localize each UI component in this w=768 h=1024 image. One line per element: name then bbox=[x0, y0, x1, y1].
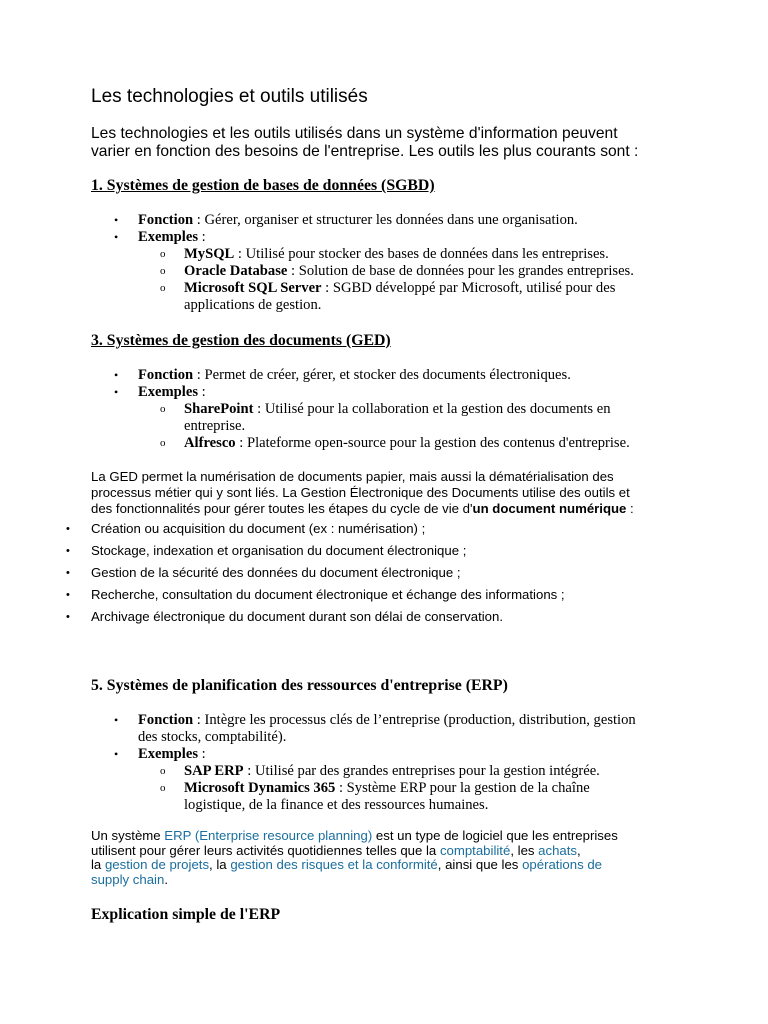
bullet-circle-icon: o bbox=[160, 765, 166, 777]
intro-line-2: varier en fonction des besoins de l'entreprise. Les outils les plus courants sont : bbox=[91, 143, 639, 160]
bullet-circle-icon: o bbox=[160, 282, 166, 294]
sgbd-exemples: Exemples : bbox=[138, 229, 206, 245]
ged-fonction: Fonction : Permet de créer, gérer, et stocker des documents électroniques. bbox=[138, 367, 571, 383]
bullet-circle-icon: o bbox=[160, 403, 166, 415]
ged-paragraph: La GED permet la numérisation de documents papier, mais aussi la dématérialisation des processus métier qui y sont liés. La Gestion Électronique des Documents utilise des outils et des fonctionnalités pour gérer toutes les étapes du cycle de vie d'un document numérique : bbox=[91, 469, 634, 516]
bullet-disc-icon: • bbox=[114, 368, 119, 382]
bullet-disc-icon: • bbox=[66, 567, 70, 579]
link-comptabilite[interactable]: comptabilité bbox=[439, 842, 511, 858]
bullet-disc-icon: • bbox=[66, 523, 70, 535]
ged-step-item: Création ou acquisition du document (ex : numérisation) ; bbox=[91, 521, 426, 536]
erp-exemples: Exemples : bbox=[138, 746, 206, 762]
sgbd-fonction: Fonction : Gérer, organiser et structurer les données dans une organisation. bbox=[138, 212, 578, 228]
bullet-disc-icon: • bbox=[66, 545, 70, 557]
erp-dynamics: Microsoft Dynamics 365 : Système ERP pour la gestion de la chaîne logistique, de la finance et des ressources humaines. bbox=[184, 780, 590, 813]
ged-step-item: Stockage, indexation et organisation du document électronique ; bbox=[91, 543, 467, 558]
bullet-disc-icon: • bbox=[66, 611, 70, 623]
bullet-disc-icon: • bbox=[114, 713, 119, 727]
sgbd-mysql: MySQL : Utilisé pour stocker des bases de données dans les entreprises. bbox=[184, 246, 609, 262]
link-operations-supply-chain[interactable]: opérations de bbox=[522, 857, 602, 872]
page-title: Les technologies et outils utilisés bbox=[91, 86, 368, 107]
sgbd-oracle: Oracle Database : Solution de base de données pour les grandes entreprises. bbox=[184, 263, 634, 279]
ged-step-item: Recherche, consultation du document électronique et échange des informations ; bbox=[91, 587, 565, 602]
bullet-circle-icon: o bbox=[160, 265, 166, 277]
ged-sharepoint: SharePoint : Utilisé pour la collaboration et la gestion des documents en entreprise. bbox=[184, 401, 611, 434]
erp-heading: 5. Systèmes de planification des ressources d'entreprise (ERP) bbox=[91, 677, 508, 694]
intro-paragraph bbox=[91, 125, 638, 161]
bullet-circle-icon: o bbox=[160, 248, 166, 260]
ged-exemples: Exemples : bbox=[138, 384, 206, 400]
link-supply-chain[interactable]: supply chain bbox=[91, 871, 165, 887]
link-gestion-risques[interactable]: gestion des risques et la conformité bbox=[230, 857, 438, 872]
ged-step-item: Archivage électronique du document durant son délai de conservation. bbox=[91, 609, 504, 624]
link-gestion-projets[interactable]: gestion de projets bbox=[104, 857, 210, 872]
bullet-disc-icon: • bbox=[114, 385, 119, 399]
bullet-circle-icon: o bbox=[160, 782, 166, 794]
ged-heading: 3. Systèmes de gestion des documents (GED) bbox=[91, 332, 391, 349]
erp-fonction: Fonction : Intègre les processus clés de l’entreprise (production, distribution, gestion des stocks, comptabilité). bbox=[138, 712, 636, 745]
sgbd-heading: 1. Systèmes de gestion de bases de données (SGBD) bbox=[91, 177, 435, 194]
erp-paragraph: Un système ERP (Enterprise resource planning) est un type de logiciel que les entreprises utilisent pour gérer leurs activités quotidiennes telles que la comptabilité, les achats, la gestion de projets, la gestion des risques et la conformité, ainsi que les opérations de supply chain. bbox=[91, 828, 618, 887]
sgbd-mssql: Microsoft SQL Server : SGBD développé par Microsoft, utilisé pour des applications de gestion. bbox=[184, 280, 616, 313]
bullet-disc-icon: • bbox=[114, 213, 119, 227]
bullet-disc-icon: • bbox=[114, 747, 119, 761]
bullet-disc-icon: • bbox=[66, 589, 70, 601]
bullet-disc-icon: • bbox=[114, 230, 119, 244]
ged-step-item: Gestion de la sécurité des données du document électronique ; bbox=[91, 565, 461, 580]
intro-line-1: Les technologies et les outils utilisés dans un système d'information peuvent bbox=[91, 125, 618, 142]
link-erp[interactable]: ERP (Enterprise resource planning) bbox=[164, 828, 373, 843]
erp-sap: SAP ERP : Utilisé par des grandes entreprises pour la gestion intégrée. bbox=[184, 763, 600, 779]
link-achats[interactable]: achats bbox=[538, 842, 578, 858]
bullet-circle-icon: o bbox=[160, 437, 166, 449]
ged-alfresco: Alfresco : Plateforme open-source pour la gestion des contenus d'entreprise. bbox=[184, 435, 630, 451]
erp-subheading: Explication simple de l'ERP bbox=[91, 906, 281, 923]
